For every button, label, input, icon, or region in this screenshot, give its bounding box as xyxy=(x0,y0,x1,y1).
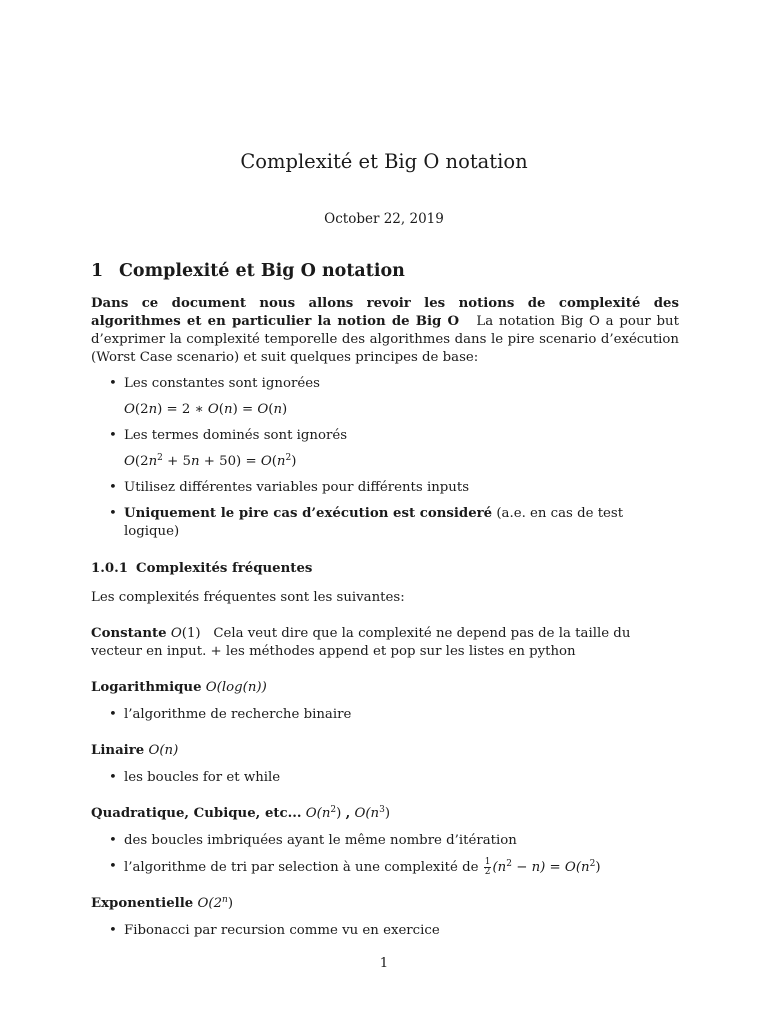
lineaire-list xyxy=(91,769,679,787)
principles-list-cont xyxy=(91,427,679,445)
quadratique-heading: Quadratique, Cubique, etc... xyxy=(91,806,302,821)
document-body xyxy=(91,259,679,940)
logarithmique-heading: Logarithmique xyxy=(91,680,202,695)
exponentielle-list xyxy=(91,922,679,940)
lineaire-notation: O(n) xyxy=(148,743,179,758)
formula-constants: O(2n) = 2 ∗ O(n) = O(n) xyxy=(124,402,288,417)
logarithmique-list xyxy=(91,706,679,724)
intro-text: La notation Big O a pour but d’exprimer la complexité temporelle des algorithmes dans le pire scenario d’exécution (Worst Case scenario) et suit quelques principes de base: xyxy=(91,314,679,365)
intro-paragraph xyxy=(91,295,679,367)
subsection-intro: Les complexités fréquentes sont les suivantes: xyxy=(91,590,405,605)
logarithmique-heading-line xyxy=(91,679,679,697)
list-item: • Les constantes sont ignorées xyxy=(91,375,679,393)
section-title: Complexité et Big O notation xyxy=(119,261,405,281)
list-item: • l’algorithme de tri par selection à une complexité de $\frac{1}{2}$ $(n^2 - n) = O(n^2)$ xyxy=(91,858,679,877)
list-item: • l’algorithme de recherche binaire xyxy=(91,706,679,724)
list-item: • Fibonacci par recursion comme vu en exercice xyxy=(91,922,679,940)
intro-bold-lead: Dans ce document nous allons revoir les notions de complexité des algorithmes et en particulier la notion de Big O xyxy=(91,296,679,329)
subsection-title: Complexités fréquentes xyxy=(136,561,313,576)
quadratique-list xyxy=(91,832,679,877)
constante-heading: Constante xyxy=(91,626,167,641)
fraction-one-half: $\frac{1}{2}$ xyxy=(484,857,491,877)
list-item: • Uniquement le pire cas d’exécution est consideré (a.e. en cas de test logique) xyxy=(91,505,679,541)
principles-list-end xyxy=(91,479,679,541)
exponentielle-heading-line: Exponentielle O(2$^n$) xyxy=(91,895,234,911)
formula-dominated-terms: $O(2n^2 + 5n + 50) = O(n^2)$ xyxy=(124,453,297,469)
constante-paragraph: Constante O(1) Cela veut dire que la complexité ne depend pas de la taille du vecteur en input. + les méthodes append et pop sur les listes en python xyxy=(91,626,631,659)
document-title: Complexité et Big O notation xyxy=(240,150,528,173)
section-number: 1 xyxy=(91,261,104,281)
quadratique-heading-line: Quadratique, Cubique, etc... $O(n^2)$ , $O(n^3)$ xyxy=(91,805,391,821)
page-number: 1 xyxy=(379,956,389,971)
logarithmique-notation: O(log(n)) xyxy=(205,680,267,695)
lineaire-heading: Linaire xyxy=(91,743,145,758)
constante-text: Cela veut dire que la complexité ne depend pas de la taille du vecteur en input. + les méthodes append et pop sur les listes en python xyxy=(91,626,631,659)
document-date: October 22, 2019 xyxy=(324,211,444,227)
list-item: • Utilisez différentes variables pour différents inputs xyxy=(91,479,679,497)
list-item: • Les termes dominés sont ignorés xyxy=(91,427,679,445)
list-item: • les boucles for et while xyxy=(91,769,679,787)
subsection-number: 1.0.1 xyxy=(91,561,129,576)
principles-list xyxy=(91,375,679,393)
subsection-heading xyxy=(91,560,679,578)
lineaire-heading-line xyxy=(91,742,679,760)
exponentielle-heading: Exponentielle xyxy=(91,896,194,911)
section-heading xyxy=(91,259,679,283)
list-item: • des boucles imbriquées ayant le même nombre d’itération xyxy=(91,832,679,850)
